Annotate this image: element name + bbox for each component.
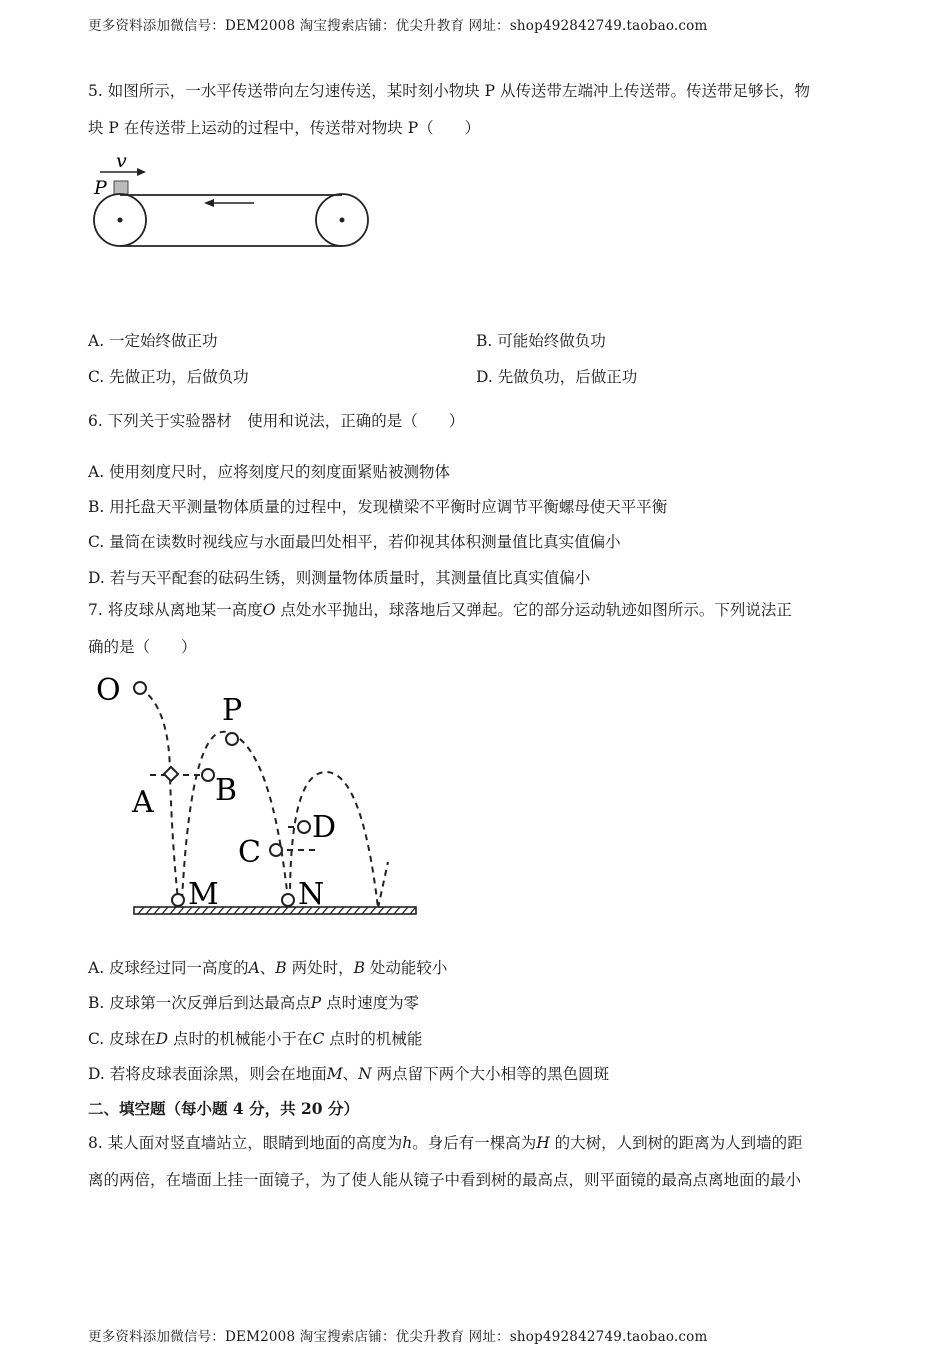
label-c: C bbox=[238, 835, 261, 870]
q5-option-d: D. 先做负功，后做正功 bbox=[476, 368, 638, 386]
q7-option-b: B. 皮球第一次反弹后到达最高点P 点时速度为零 bbox=[88, 994, 420, 1012]
point-p bbox=[226, 733, 238, 745]
q6-option-d: D. 若与天平配套的砝码生锈，则测量物体质量时，其测量值比真实值偏小 bbox=[88, 569, 591, 587]
q7-option-a: A. 皮球经过同一高度的A、B 两处时，B 处动能较小 bbox=[88, 959, 448, 977]
label-n: N bbox=[298, 877, 325, 912]
block-p bbox=[114, 181, 128, 194]
q7-option-c: C. 皮球在D 点时的机械能小于在C 点时的机械能 bbox=[88, 1030, 423, 1048]
point-a bbox=[164, 767, 178, 781]
q7-stem-line1: 7. 将皮球从离地某一高度O 点处水平抛出，球落地后又弹起。它的部分运动轨迹如图所示。下列说法正 bbox=[88, 601, 792, 619]
label-o: O bbox=[96, 673, 121, 708]
point-d bbox=[298, 821, 310, 833]
right-roller-axle bbox=[340, 218, 345, 223]
point-n bbox=[282, 894, 294, 906]
block-p-label: P bbox=[94, 177, 107, 199]
conveyor-belt-figure bbox=[86, 150, 386, 260]
label-d: D bbox=[312, 810, 337, 845]
label-p: P bbox=[222, 693, 243, 728]
label-a: A bbox=[132, 785, 154, 820]
q8-stem-line1: 8. 某人面对竖直墙站立，眼睛到地面的高度为h。身后有一棵高为H 的大树，人到树的距离为人到墙的距 bbox=[88, 1134, 803, 1152]
q5-stem-line1: 5. 如图所示，一水平传送带向左匀速传送，某时刻小物块 P 从传送带左端冲上传送带。传送带足够长，物 bbox=[88, 82, 811, 100]
q6-option-b: B. 用托盘天平测量物体质量的过程中，发现横梁不平衡时应调节平衡螺母使天平平衡 bbox=[88, 498, 668, 516]
q7-stem-line2: 确的是（ ） bbox=[88, 638, 197, 656]
trajectory-m-to-n bbox=[182, 732, 288, 900]
q5-option-b: B. 可能始终做负功 bbox=[476, 332, 606, 350]
trajectory-tail bbox=[378, 862, 388, 908]
q5-option-c: C. 先做正功，后做负功 bbox=[88, 368, 249, 386]
page-footer: 更多资料添加微信号：DEM2008 淘宝搜索店铺：优尖升教育 网址：shop492842749.taobao.com bbox=[88, 1329, 708, 1345]
ball-trajectory-figure bbox=[90, 672, 425, 922]
label-m: M bbox=[188, 877, 219, 912]
point-b bbox=[202, 769, 214, 781]
velocity-arrowhead bbox=[137, 168, 146, 176]
point-c bbox=[270, 844, 282, 856]
point-m bbox=[172, 894, 184, 906]
q6-option-c: C. 量筒在读数时视线应与水面最凹处相平，若仰视其体积测量值比真实值偏小 bbox=[88, 533, 621, 551]
q6-stem: 6. 下列关于实验器材 使用和说法，正确的是（ ） bbox=[88, 412, 465, 430]
q6-option-a: A. 使用刻度尺时，应将刻度尺的刻度面紧贴被测物体 bbox=[88, 463, 451, 481]
belt-direction-arrowhead bbox=[204, 199, 214, 207]
q5-stem-line2: 块 P 在传送带上运动的过程中，传送带对物块 P（ ） bbox=[88, 119, 481, 137]
q8-stem-line2: 离的两倍，在墙面上挂一面镜子，为了使人能从镜子中看到树的最高点，则平面镜的最高点离地面的最小 bbox=[88, 1171, 802, 1189]
page-header: 更多资料添加微信号：DEM2008 淘宝搜索店铺：优尖升教育 网址：shop492842749.taobao.com bbox=[88, 18, 708, 34]
q5-option-a: A. 一定始终做正功 bbox=[88, 332, 218, 350]
velocity-label: v bbox=[116, 150, 127, 172]
q7-option-d: D. 若将皮球表面涂黑，则会在地面M、N 两点留下两个大小相等的黑色圆斑 bbox=[88, 1065, 610, 1083]
label-b: B bbox=[215, 773, 238, 808]
left-roller-axle bbox=[118, 218, 123, 223]
point-o bbox=[134, 682, 146, 694]
section-title: 二、填空题（每小题 4 分，共 20 分） bbox=[88, 1099, 359, 1118]
